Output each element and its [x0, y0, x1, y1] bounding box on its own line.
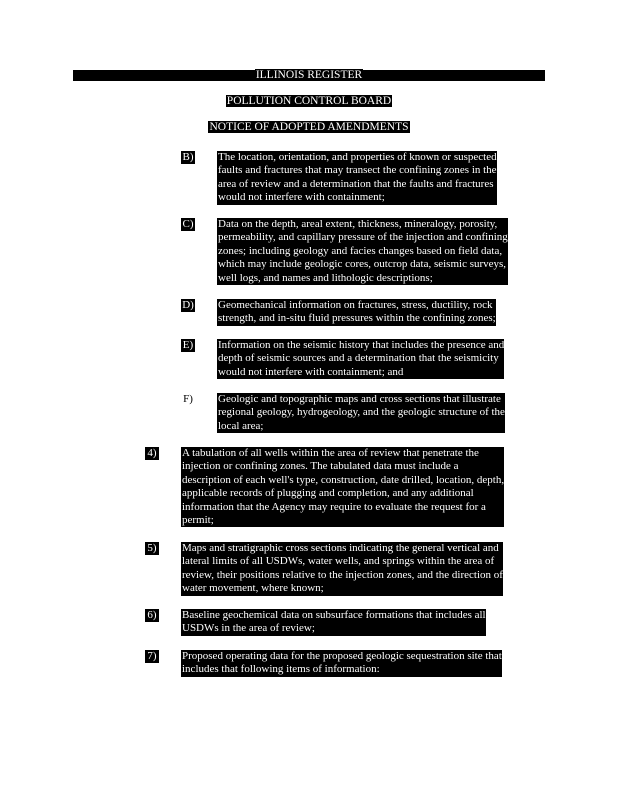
item-label-4: 4): [145, 447, 159, 460]
paragraph-line: information that the Agency may require to evaluate the request for a: [181, 501, 504, 514]
paragraph-b: [217, 151, 497, 205]
paragraph-line: Maps and stratigraphic cross sections indicating the general vertical and: [181, 542, 503, 555]
paragraph-line: well logs, and names and lithologic descriptions;: [217, 272, 508, 285]
paragraph-line: applicable records of plugging and completion, and any additional: [181, 487, 504, 500]
register-title: ILLINOIS REGISTER: [255, 69, 363, 81]
paragraph-line: injection or confining zones. The tabulated data must include a: [181, 460, 504, 473]
paragraph-line: Data on the depth, areal extent, thickness, mineralogy, porosity,: [217, 218, 508, 231]
paragraph-line: The location, orientation, and properties of known or suspected: [218, 151, 497, 163]
paragraph-c: [217, 218, 508, 285]
paragraph-line: regional geology, hydrogeology, and the geologic structure of the: [218, 406, 505, 419]
paragraph-line: Geologic and topographic maps and cross sections that illustrate: [217, 393, 505, 406]
item-label-d: D): [182, 299, 194, 311]
paragraph-line: would not interfere with containment; and: [217, 366, 504, 379]
paragraph-line: includes that following items of information:: [181, 663, 502, 676]
paragraph-line: A tabulation of all wells within the area of review that penetrate the: [181, 447, 504, 460]
paragraph-line: lateral limits of all USDWs, water wells, and springs within the area of: [181, 555, 503, 568]
paragraph-line: water movement, where known;: [181, 582, 503, 595]
paragraph-6: [181, 609, 486, 636]
paragraph-line: area of review and a determination that the faults and fractures: [217, 178, 497, 191]
board-title: POLLUTION CONTROL BOARD: [226, 95, 392, 107]
paragraph-line: USDWs in the area of review;: [181, 622, 486, 635]
item-label-c: C): [182, 218, 194, 230]
paragraph-f: [217, 393, 505, 433]
paragraph-line: permit;: [181, 514, 504, 527]
paragraph-e: [217, 339, 504, 379]
paragraph-line: strength, and in-situ fluid pressures within the confining zones;: [218, 312, 496, 325]
paragraph-line: Geomechanical information on fractures, stress, ductility, rock: [217, 299, 496, 312]
notice-title: NOTICE OF ADOPTED AMENDMENTS: [209, 121, 409, 133]
item-label-b: B): [182, 151, 194, 163]
paragraph-line: permeability, and capillary pressure of the injection and confining: [218, 231, 508, 244]
item-label-5: 5): [145, 542, 159, 555]
paragraph-line: local area;: [217, 420, 505, 433]
item-label-e: E): [182, 339, 194, 351]
paragraph-5: [181, 542, 503, 596]
item-label-f: F): [183, 393, 193, 405]
paragraph-line: description of each well's type, construction, date drilled, location, depth,: [182, 473, 505, 486]
paragraph-line: faults and fractures that may transect the confining zones in the: [218, 164, 497, 177]
paragraph-line: Baseline geochemical data on subsurface formations that includes all: [182, 609, 486, 621]
paragraph-line: depth of seismic sources and a determination that the seismicity: [217, 352, 504, 365]
paragraph-line: Proposed operating data for the proposed geologic sequestration site that: [182, 650, 502, 662]
paragraph-4: [181, 447, 504, 527]
paragraph-d: [217, 299, 496, 326]
item-label-6: 6): [145, 609, 159, 622]
paragraph-line: zones; including geology and facies changes based on field data,: [217, 245, 508, 258]
paragraph-line: would not interfere with containment;: [217, 191, 497, 204]
paragraph-line: Information on the seismic history that includes the presence and: [218, 339, 505, 351]
paragraph-line: which may include geologic cores, outcrop data, seismic surveys,: [218, 258, 507, 271]
paragraph-line: review, their positions relative to the injection zones, and the direction of: [182, 568, 503, 581]
item-label-7: 7): [145, 650, 159, 663]
paragraph-7: [181, 650, 502, 677]
